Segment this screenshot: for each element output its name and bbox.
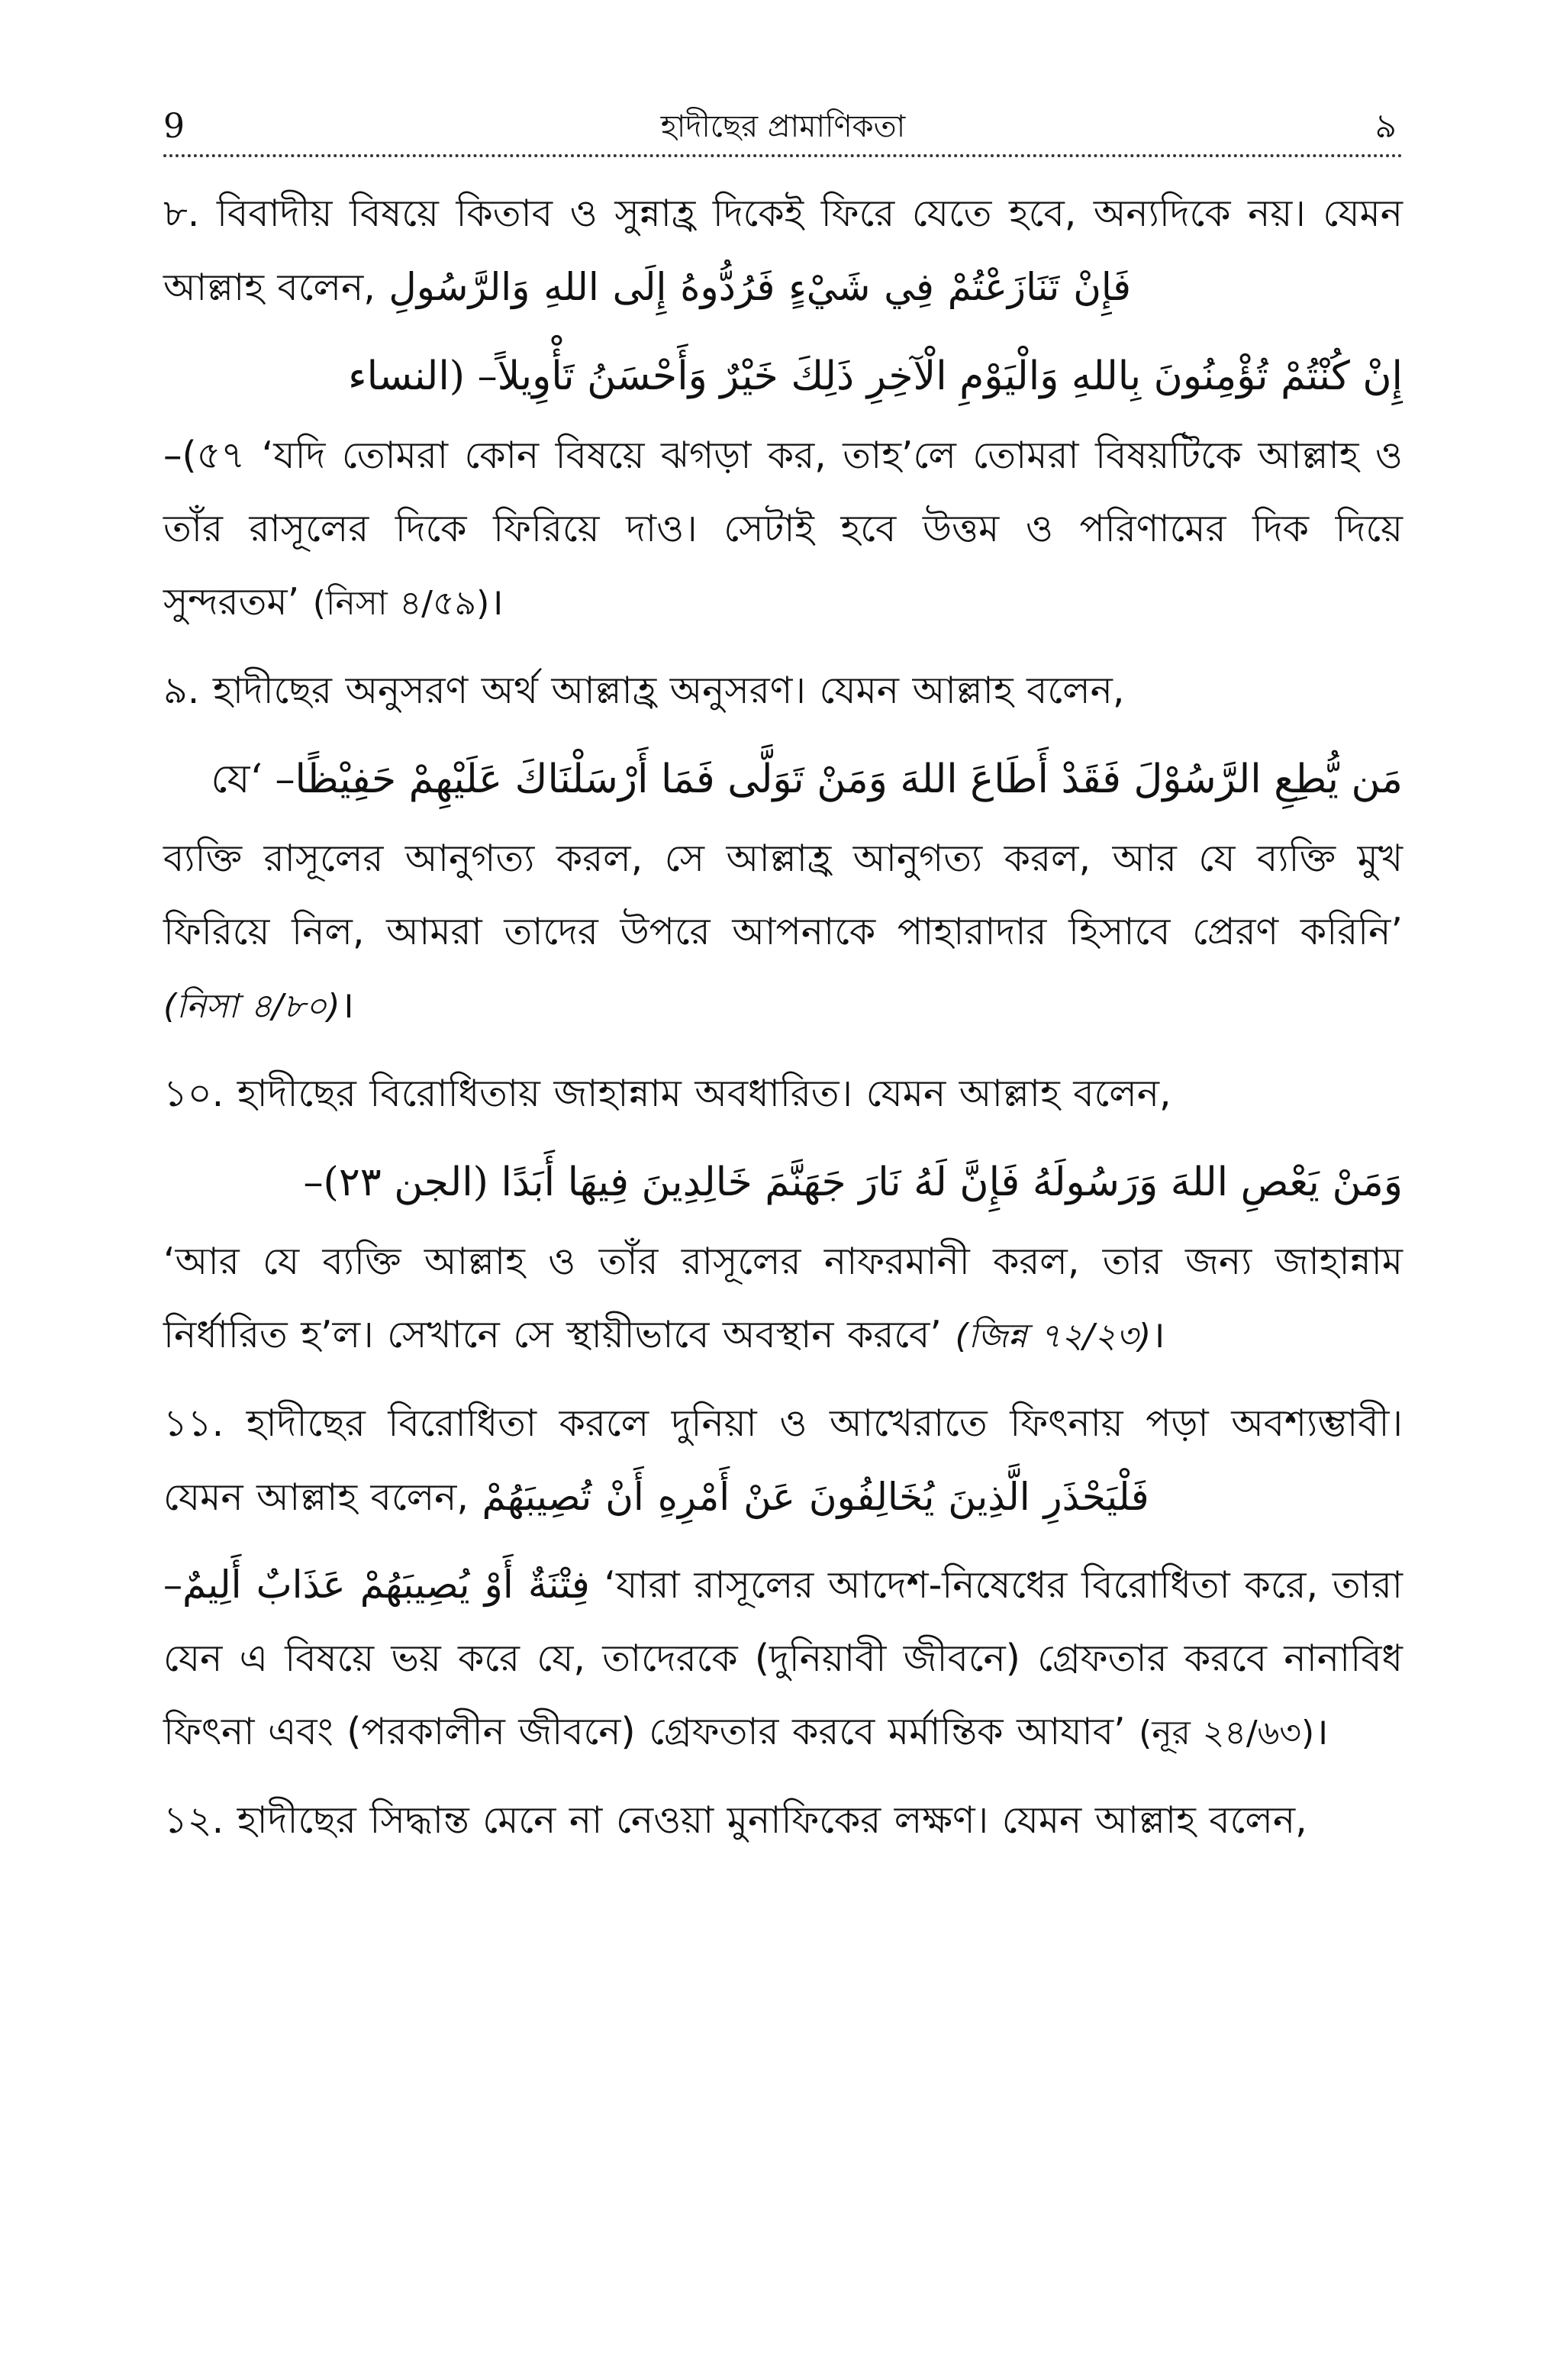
point-8 [163, 177, 1403, 324]
running-title: হাদীছের প্রামাণিকতা [660, 109, 906, 144]
point-11-arabic-1: فَلْيَحْذَرِ الَّذِينَ يُخَالِفُونَ عَنْ أَمْرِهِ أَنْ تُصِيبَهُمْ [482, 1475, 1149, 1519]
point-8-arabic-2: إِنْ كُنْتُمْ تُؤْمِنُونَ بِاللهِ وَالْيَوْمِ الْآخِرِ ذَلِكَ خَيْرٌ وَأَحْسَنُ تَأْوِيلاً– (النساء [348, 353, 1403, 399]
point-11-intro: ১১. হাদীছের বিরোধিতা করলে দুনিয়া ও আখেরাতে ফিৎনায় পড়া অবশ্যম্ভাবী। যেমন আল্লাহ বলেন, [163, 1401, 1403, 1519]
point-11 [163, 1387, 1403, 1534]
point-8-translation-text: –(৫৭ ‘যদি তোমরা কোন বিষয়ে ঝগড়া কর, তাহ’লে তোমরা বিষয়টিকে আল্লাহ ও তাঁর রাসূলের দিকে ফিরিয়ে দাও। সেটাই হবে উত্তম ও পরিণামের দিক দিয়ে সুন্দরতম’ [163, 434, 1403, 624]
point-9-intro: ৯. হাদীছের অনুসরণ অর্থ আল্লাহ্র অনুসরণ। যেমন আল্লাহ বলেন, [163, 669, 1125, 712]
point-12-intro: ১২. হাদীছের সিদ্ধান্ত মেনে না নেওয়া মুনাফিকের লক্ষণ। যেমন আল্লাহ বলেন, [163, 1798, 1307, 1842]
point-10-translation [163, 1225, 1403, 1373]
point-11-citation: (নূর ২৪/৬৩) [1139, 1714, 1315, 1753]
point-9-translation-text: ব্যক্তি রাসূলের আনুগত্য করল, সে আল্লাহ্র আনুগত্য করল, আর যে ব্যক্তি মুখ ফিরিয়ে নিল, আমরা তাদের উপরে আপনাকে পাহারাদার হিসাবে প্রেরণ করিনি’ [163, 837, 1403, 953]
point-11-translation [163, 1548, 1403, 1770]
point-9-citation: (নিসা ৪/৮০) [163, 987, 340, 1026]
point-10-intro: ১০. হাদীছের বিরোধিতায় জাহান্নাম অবধারিত। যেমন আল্লাহ বলেন, [163, 1072, 1171, 1115]
header-divider [163, 154, 1403, 157]
point-9-end: । [340, 983, 355, 1027]
point-8-translation [163, 419, 1403, 640]
point-10-translation-text: ‘আর যে ব্যক্তি আল্লাহ ও তাঁর রাসূলের নাফরমানী করল, তার জন্য জাহান্নাম নির্ধারিত হ’ল। সেখানে সে স্থায়ীভাবে অবস্থান করবে’ [163, 1240, 1403, 1356]
point-9 [163, 654, 1403, 727]
point-11-end: । [1314, 1710, 1329, 1753]
point-11-arabic-2: فِتْنَةٌ أَوْ يُصِيبَهُمْ عَذَابٌ أَلِيمٌ– [163, 1562, 590, 1607]
page-number-right: ৯ [1374, 107, 1397, 146]
point-12 [163, 1784, 1403, 1857]
point-10 [163, 1057, 1403, 1130]
point-8-citation: (নিসা ৪/৫৯) [312, 584, 490, 623]
point-10-citation: (জিন্ন ৭২/২৩) [955, 1317, 1152, 1356]
point-11-translation-text: ‘যারা রাসূলের আদেশ-নিষেধের বিরোধিতা করে, তারা যেন এ বিষয়ে ভয় করে যে, তাদেরকে (দুনিয়াবী জীবনে) গ্রেফতার করবে নানাবিধ ফিৎনা এবং (পরকালীন জীবনে) গ্রেফতার করবে মর্মান্তিক আযাব’ [163, 1563, 1403, 1753]
point-10-arabic-1: وَمَنْ يَعْصِ اللهَ وَرَسُولَهُ فَإِنَّ لَهُ نَارَ جَهَنَّمَ خَالِدِينَ فِيهَا أَبَدًا (الجن ٢٣)– [303, 1159, 1403, 1205]
point-8-end: । [489, 580, 504, 624]
point-9-translation [163, 822, 1403, 1043]
page-header [163, 99, 1403, 154]
point-8-intro: ৮. বিবাদীয় বিষয়ে কিতাব ও সুন্নাহ্র দিকেই ফিরে যেতে হবে, অন্যদিকে নয়। যেমন আল্লাহ বলেন, [163, 192, 1403, 309]
point-10-end: । [1151, 1313, 1165, 1356]
page-number-left: 9 [163, 107, 185, 146]
point-9-arabic-1: مَن يُّطِعِ الرَّسُوْلَ فَقَدْ أَطَاعَ اللهَ وَمَنْ تَوَلَّى فَمَا أَرْسَلْنَاكَ عَلَيْهِمْ حَفِيْظًا– ‘যে [211, 756, 1403, 802]
point-8-arabic-1: فَإِنْ تَنَازَعْتُمْ فِي شَيْءٍ فَرُدُّوهُ إِلَى اللهِ وَالرَّسُولِ [388, 265, 1132, 309]
